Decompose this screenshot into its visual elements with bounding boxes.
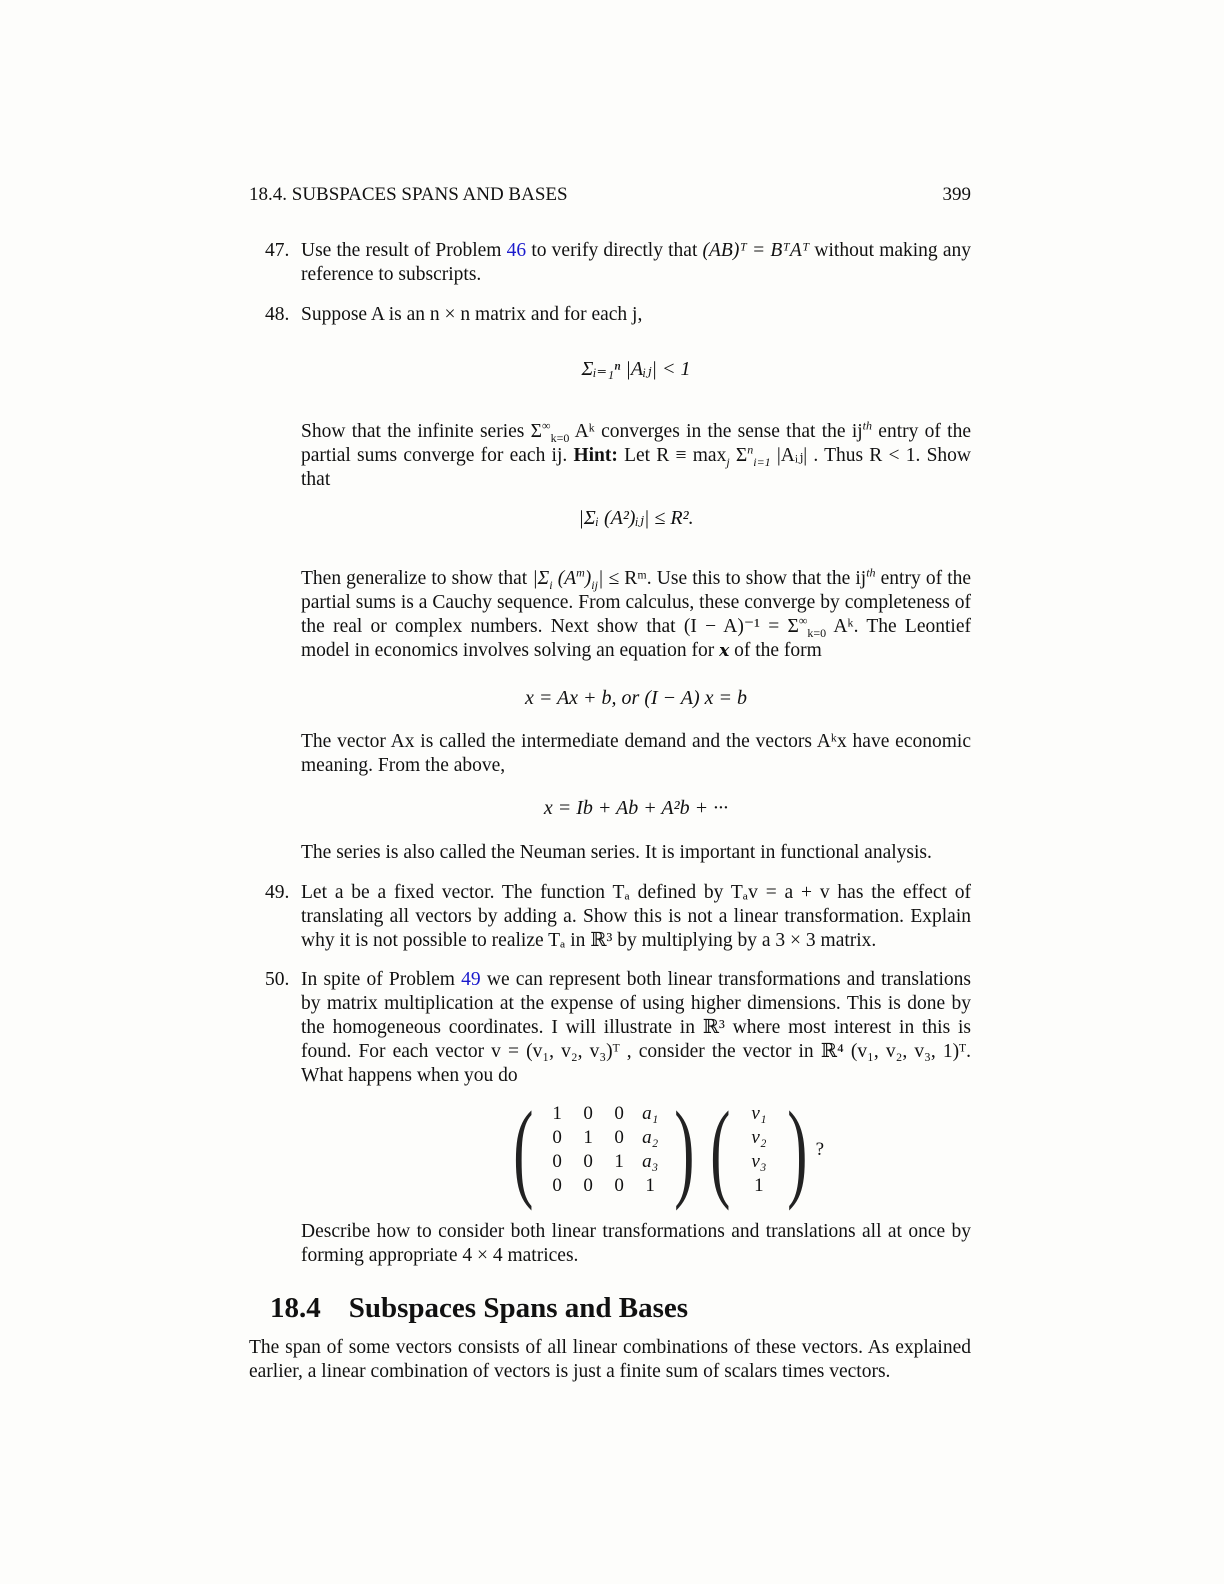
problem-47-number: 47. bbox=[265, 240, 290, 261]
problem-47-text-a: Use the result of Problem bbox=[301, 240, 507, 261]
matrix-cell: a₁ bbox=[642, 1103, 659, 1124]
problem-48-paragraph-4: The series is also called the Neuman series. It is important in functional analysis. bbox=[301, 842, 932, 863]
problem-50-number: 50. bbox=[265, 969, 290, 990]
para1-a: Show that the infinite series Σ bbox=[301, 421, 543, 442]
para2-a: Then generalize to show that bbox=[301, 568, 533, 589]
question-mark: ? bbox=[815, 1139, 824, 1160]
left-paren: ( bbox=[513, 1089, 534, 1211]
matrix-cell: 0 bbox=[614, 1103, 624, 1124]
vector-cell: v₃ bbox=[751, 1151, 767, 1172]
para1-d: Let R ≡ max bbox=[617, 445, 727, 466]
section-title: Subspaces Spans and Bases bbox=[348, 1292, 689, 1324]
matrix-cell: 1 bbox=[614, 1151, 624, 1172]
para2-c: entry of the partial sums is a Cauchy sequence. From calculus, these converge by completeness of the real or complex numbers. Next show that (I − A)⁻¹ = Σ bbox=[301, 568, 972, 637]
matrix-cell: 0 bbox=[614, 1127, 624, 1148]
translation-matrix bbox=[542, 1102, 666, 1198]
transpose-identity: (AB)ᵀ = BᵀAᵀ bbox=[702, 240, 810, 261]
header-section-title: 18.4. SUBSPACES SPANS AND BASES bbox=[249, 184, 568, 205]
vector-cell: v₁ bbox=[751, 1103, 767, 1124]
problem-49-link[interactable]: 49 bbox=[461, 969, 481, 990]
matrix-cell: 0 bbox=[552, 1127, 562, 1148]
hint-label: Hint: bbox=[573, 445, 618, 466]
problem-50-text-b: we can represent both linear transformations and translations by matrix multiplication at the expense of using higher dimensions. This is done by the homogeneous coordinates. I will illustrate in ℝ³ where most interest in this is found. For each vector v = (v₁, v₂, v₃)ᵀ , consider the vector in ℝ⁴ (v₁, v₂, v₃, 1)ᵀ. What happens when you do bbox=[301, 969, 971, 1086]
equation-a-squared-bound: |Σᵢ (A²)ᵢⱼ| ≤ R². bbox=[578, 507, 694, 529]
equation-leontief: x = Ax + b, or (I − A) x = b bbox=[524, 687, 748, 709]
section-heading bbox=[270, 1292, 688, 1325]
para2-e: of the form bbox=[729, 640, 822, 661]
problem-50-text bbox=[301, 968, 971, 1088]
matrix-cell: 0 bbox=[583, 1103, 593, 1124]
matrix-cell: 0 bbox=[552, 1175, 562, 1196]
problem-48-number: 48. bbox=[265, 304, 290, 325]
homogeneous-vector bbox=[739, 1102, 779, 1198]
para1-c: entry of the partial sums converge for each ij. bbox=[301, 421, 971, 466]
problem-48-paragraph-3: The vector Ax is called the intermediate demand and the vectors Aᵏx have economic meaning. From the above, bbox=[301, 731, 971, 776]
para2-b: ≤ Rᵐ. Use this to show that the ij bbox=[603, 568, 867, 589]
problem-47-text-c: without making any reference to subscripts. bbox=[301, 240, 972, 285]
matrix-cell: 1 bbox=[645, 1175, 655, 1196]
section-body: The span of some vectors consists of all linear combinations of these vectors. As explained earlier, a linear combination of vectors is just a finite sum of scalars times vectors. bbox=[249, 1337, 971, 1382]
matrix-cell: a₃ bbox=[642, 1151, 659, 1172]
left-paren: ( bbox=[710, 1089, 731, 1211]
problem-48-paragraph-1: Show that the infinite series $\Sigma^\infty_{k=0}$ Aᵏ converges in the sense that the $ij^{th}$ entry of the partial sums converge for each ij. Hint: Let $R \equiv \max_j \Sigma^n_{i=1}$ |Aᵢⱼ| . Thus R < 1. Show that bbox=[301, 418, 972, 490]
matrix-cell: 0 bbox=[552, 1151, 562, 1172]
matrix-cell: 1 bbox=[583, 1127, 593, 1148]
vector-cell: v₂ bbox=[751, 1127, 767, 1148]
homogeneous-matrix-product bbox=[505, 1089, 824, 1211]
problem-46-link[interactable]: 46 bbox=[506, 240, 527, 261]
para1-b: Aᵏ converges in the sense that the ij bbox=[569, 421, 863, 442]
problem-50-text-a: In spite of Problem bbox=[301, 969, 462, 990]
vector-cell: 1 bbox=[754, 1175, 764, 1196]
problem-47-text-b: to verify directly that bbox=[526, 240, 703, 261]
problem-49-text: Let a be a fixed vector. The function Tₐ defined by Tₐv = a + v has the effect of translating all vectors by adding a. Show this is not a linear transformation. Explain why it is not possible to realize Tₐ in ℝ³ by multiplying by a 3 × 3 matrix. bbox=[301, 882, 971, 951]
running-header bbox=[249, 184, 971, 206]
problem-50-closing: Describe how to consider both linear transformations and translations all at once by forming appropriate 4 × 4 matrices. bbox=[301, 1221, 971, 1266]
matrix-cell: a₂ bbox=[642, 1127, 659, 1148]
equation-neumann-series: x = Ib + Ab + A²b + ··· bbox=[543, 797, 729, 819]
para2-d: Aᵏ. The Leontief model in economics involves solving an equation for bbox=[301, 616, 971, 661]
section-number: 18.4 bbox=[270, 1292, 321, 1324]
equation-column-sum-bound: Σᵢ₌₁ⁿ |Aᵢⱼ| < 1 bbox=[581, 358, 691, 380]
right-paren: ) bbox=[787, 1089, 808, 1211]
page-number: 399 bbox=[942, 184, 971, 205]
para1-e: |Aᵢⱼ| . Thus R < 1. Show that bbox=[301, 445, 972, 490]
problem-49-number: 49. bbox=[265, 882, 290, 903]
matrix-cell: 1 bbox=[552, 1103, 562, 1124]
matrix-cell: 0 bbox=[583, 1151, 593, 1172]
problem-48-paragraph-2: Then generalize to show that $|\Sigma_i$ $(A^m)_{ij}|$ ≤ Rᵐ. Use this to show that the $ij^{th}$ entry of the partial sums is a Cauchy sequence. From calculus, these converge by completeness of the real or complex numbers. Next show that $(I - A)^{-1} = \Sigma^\infty_{k=0}$ Aᵏ. The Leontief model in economics involves solving an equation for x of the form bbox=[301, 565, 972, 661]
matrix-cell: 0 bbox=[614, 1175, 624, 1196]
right-paren: ) bbox=[673, 1089, 695, 1211]
problem-48-intro: Suppose A is an n × n matrix and for each j, bbox=[301, 304, 643, 325]
problem-47-text bbox=[301, 239, 971, 287]
matrix-cell: 0 bbox=[583, 1175, 593, 1196]
